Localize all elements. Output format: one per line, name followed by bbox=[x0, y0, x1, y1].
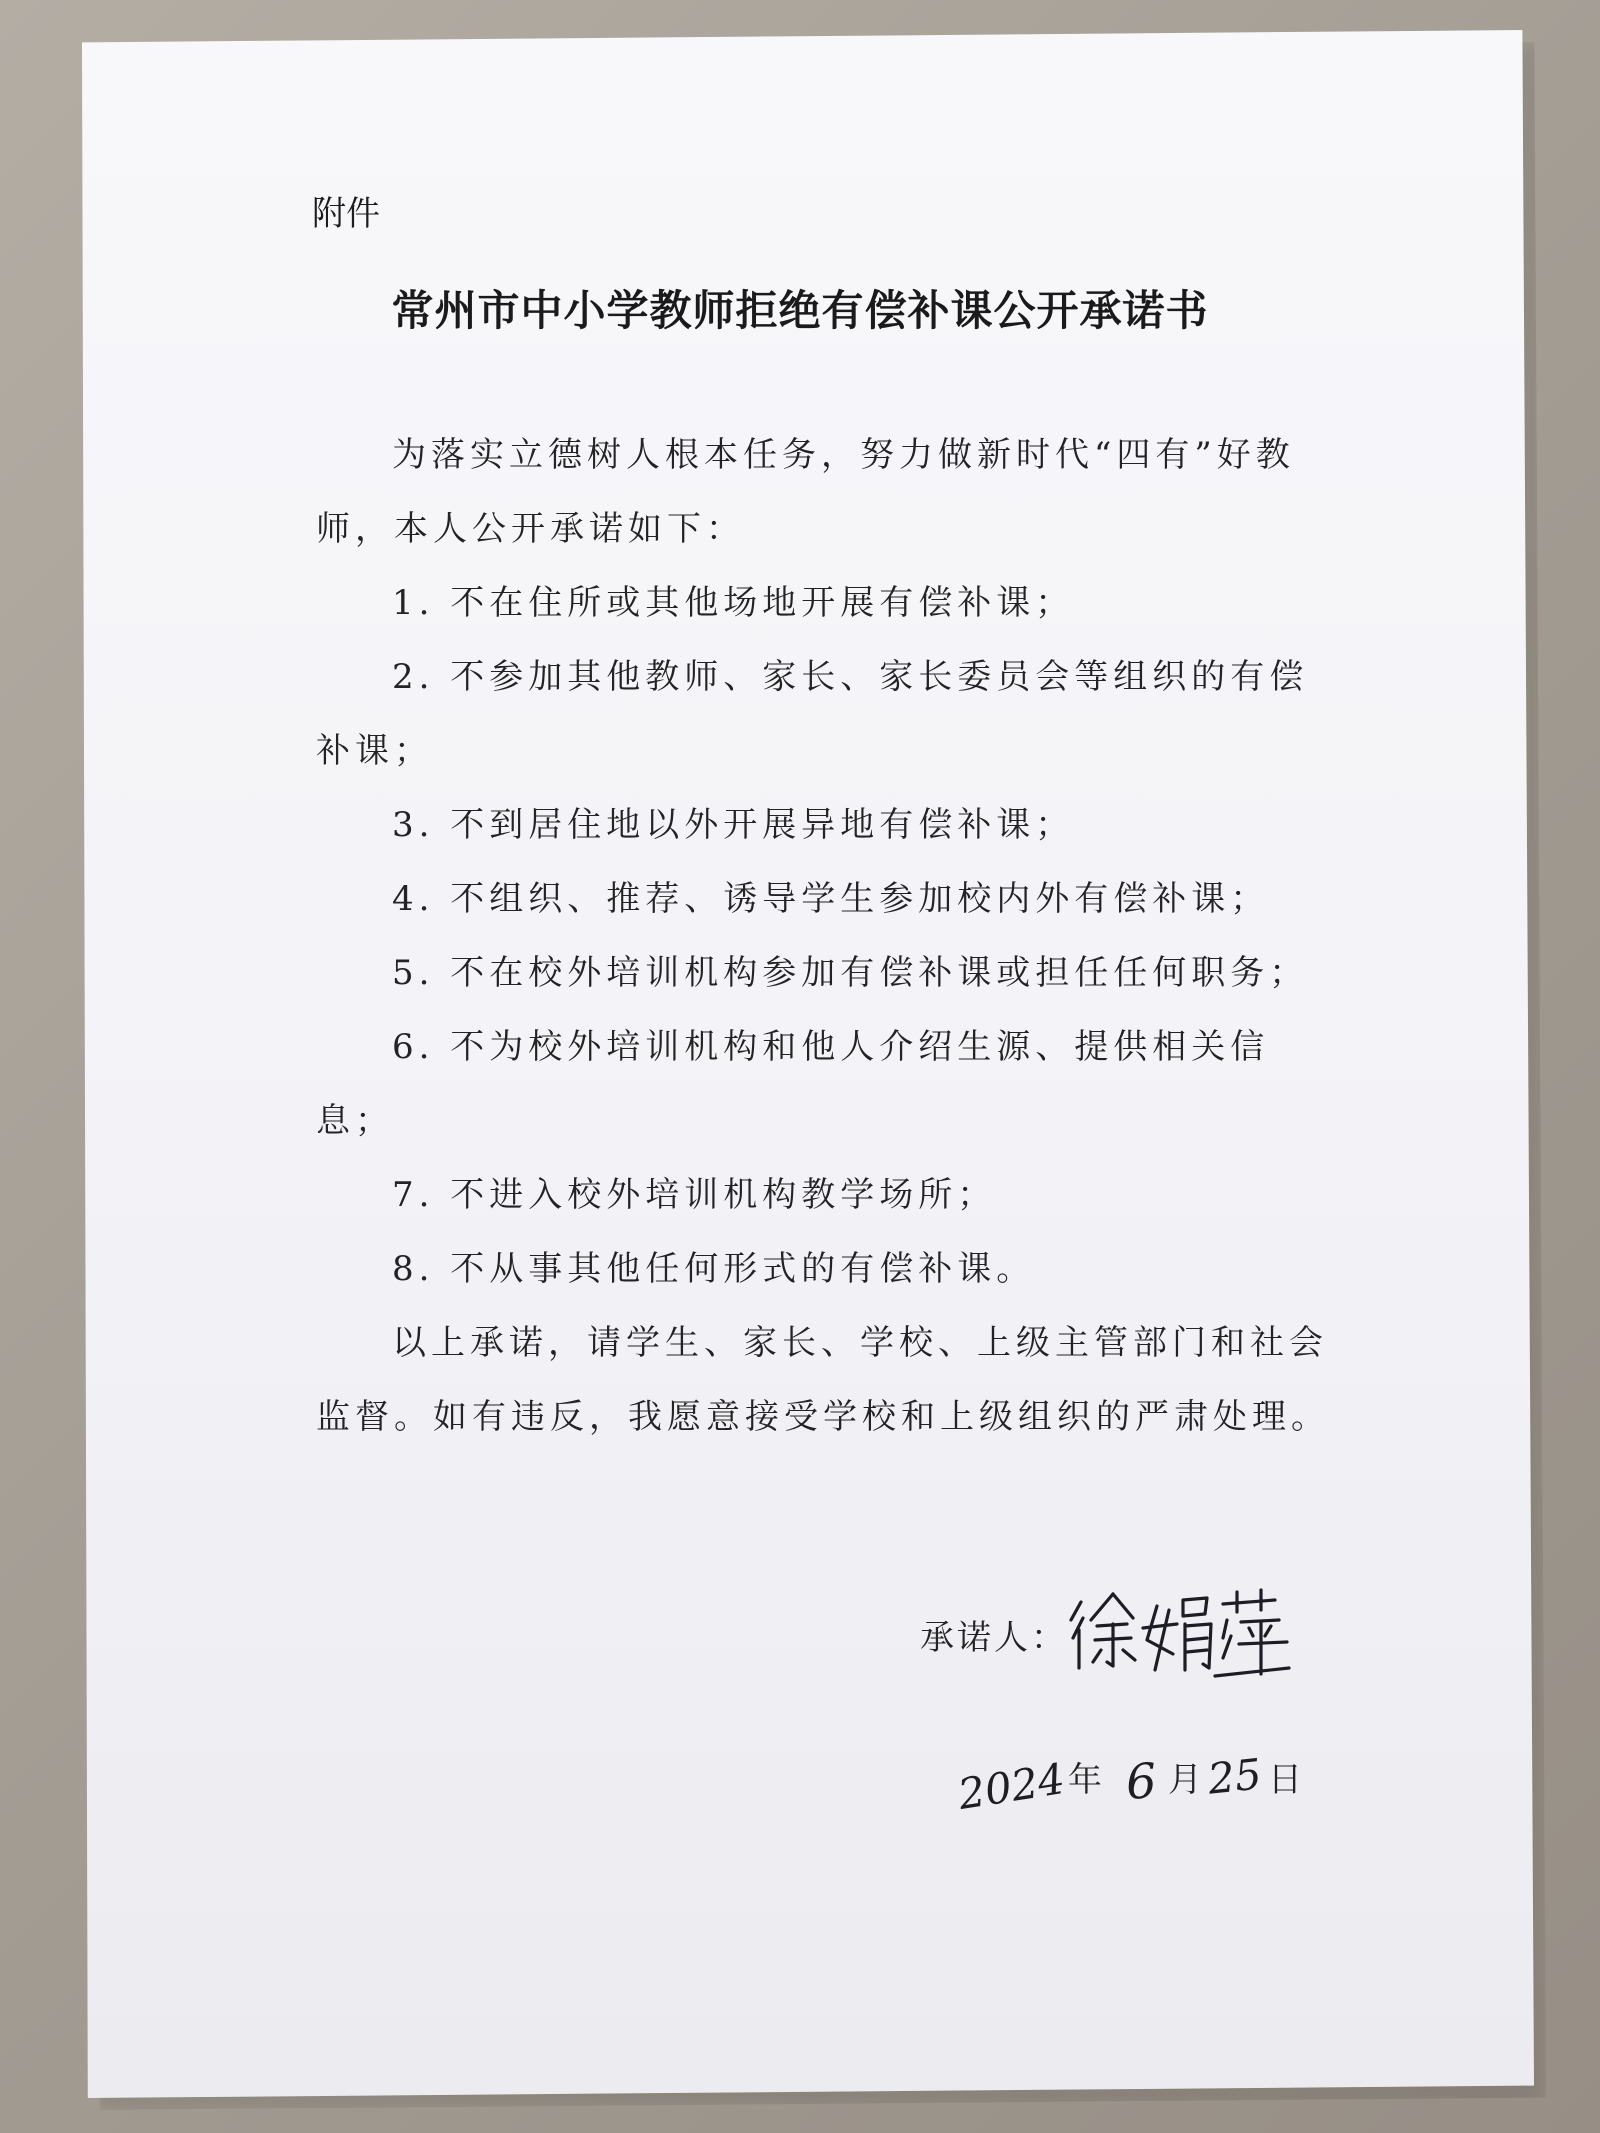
pledge-item-2: 2. 不参加其他教师、家长、家长委员会等组织的有偿补课； bbox=[316, 657, 1309, 771]
date-day-unit: 日 bbox=[1268, 1760, 1302, 1800]
date-month: 6 bbox=[1124, 1753, 1159, 1811]
date-year-unit: 年 bbox=[1068, 1760, 1102, 1800]
pledge-item-1: 1. 不在住所或其他场地开展有偿补课； bbox=[392, 583, 1075, 623]
handwritten-signature bbox=[1065, 1580, 1295, 1680]
date-day: 25 bbox=[1205, 1749, 1264, 1804]
pledge-item-5: 5. 不在校外培训机构参加有偿补课或担任任何职务； bbox=[392, 953, 1309, 993]
pledge-item-8: 8. 不从事其他任何形式的有偿补课。 bbox=[392, 1249, 1036, 1289]
pledge-item-7: 7. 不进入校外培训机构教学场所； bbox=[392, 1175, 997, 1215]
document-body bbox=[316, 418, 1346, 1454]
pledge-item-3: 3. 不到居住地以外开展异地有偿补课； bbox=[392, 805, 1075, 845]
date-year: 2024 bbox=[954, 1753, 1069, 1820]
intro-paragraph: 为落实立德树人根本任务，努力做新时代“四有”好教师，本人公开承诺如下： bbox=[316, 435, 1295, 549]
signing-date bbox=[954, 1740, 1318, 1830]
pledger-label: 承诺人： bbox=[920, 1618, 1068, 1658]
date-month-unit: 月 bbox=[1168, 1760, 1202, 1800]
pledge-item-6: 6. 不为校外培训机构和他人介绍生源、提供相关信息； bbox=[316, 1027, 1270, 1141]
document-title: 常州市中小学教师拒绝有偿补课公开承诺书 bbox=[391, 286, 1209, 335]
attachment-label: 附件 bbox=[312, 194, 380, 234]
closing-paragraph: 以上承诺，请学生、家长、学校、上级主管部门和社会监督。如有违反，我愿意接受学校和上级组织的严肃处理。 bbox=[316, 1323, 1330, 1437]
pledge-item-4: 4. 不组织、推荐、诱导学生参加校内外有偿补课； bbox=[392, 879, 1270, 919]
